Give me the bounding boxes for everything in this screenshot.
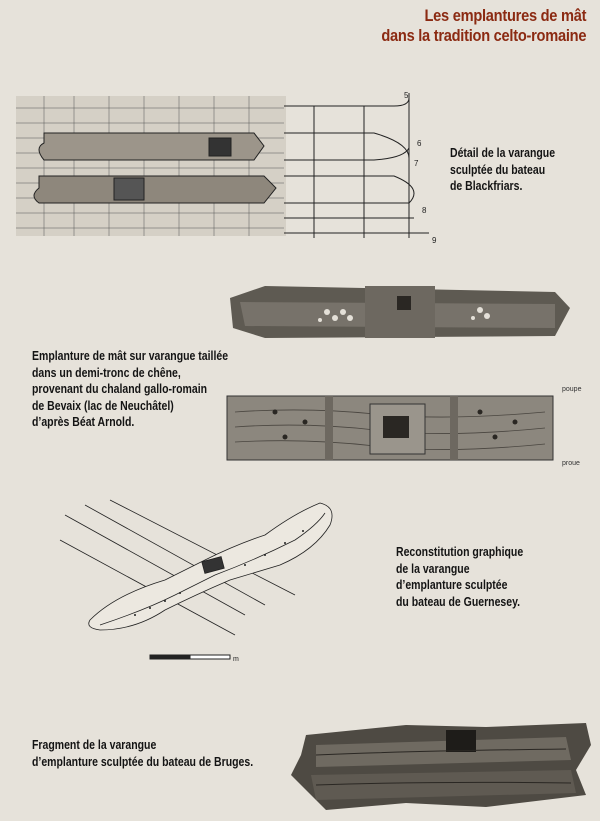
caption-line: d’emplanture sculptée du bateau de Bruges. xyxy=(32,754,254,769)
sheet-number-7: 7 xyxy=(414,159,419,168)
bruges-fragment-photo xyxy=(286,715,596,815)
label-poupe: poupe xyxy=(562,386,582,393)
caption-line: Fragment de la varangue xyxy=(32,738,157,752)
caption-line: de Blackfriars. xyxy=(450,179,523,193)
caption-blackfriars xyxy=(450,145,555,195)
title-line-1: Les emplantures de mât xyxy=(424,6,586,25)
bevaix-plan-photo xyxy=(225,392,555,464)
caption-bevaix xyxy=(32,348,228,431)
caption-line: Détail de la varangue xyxy=(450,146,556,160)
label-proue: proue xyxy=(562,460,580,467)
caption-line: du bateau de Guernesey. xyxy=(396,594,521,609)
page-title xyxy=(381,6,586,46)
sheet-number-9: 9 xyxy=(432,236,437,245)
sheet-number-8: 8 xyxy=(422,206,427,215)
caption-line: dans un demi-tronc de chêne, xyxy=(32,365,181,380)
guernesey-reconstruction-drawing xyxy=(55,495,355,670)
caption-line: Emplanture de mât sur varangue taillée xyxy=(32,349,229,363)
caption-line: sculptée du bateau xyxy=(450,162,546,177)
sheet-number-6: 6 xyxy=(417,139,422,148)
scale-unit: m xyxy=(233,656,239,663)
caption-guernesey xyxy=(396,544,523,610)
blackfriars-drawing xyxy=(14,88,444,248)
caption-line: provenant du chaland gallo-romain xyxy=(32,382,208,396)
bevaix-timber-photo xyxy=(225,278,575,348)
caption-line: de la varangue xyxy=(396,561,470,576)
caption-line: de Bevaix (lac de Neuchâtel) xyxy=(32,398,174,413)
title-line-2: dans la tradition celto-romaine xyxy=(381,26,586,45)
caption-line: Reconstitution graphique xyxy=(396,545,524,559)
caption-bruges xyxy=(32,737,253,770)
sheet-number-5: 5 xyxy=(404,91,409,100)
caption-line: d’après Béat Arnold. xyxy=(32,415,135,429)
caption-line: d’emplanture sculptée xyxy=(396,578,508,592)
